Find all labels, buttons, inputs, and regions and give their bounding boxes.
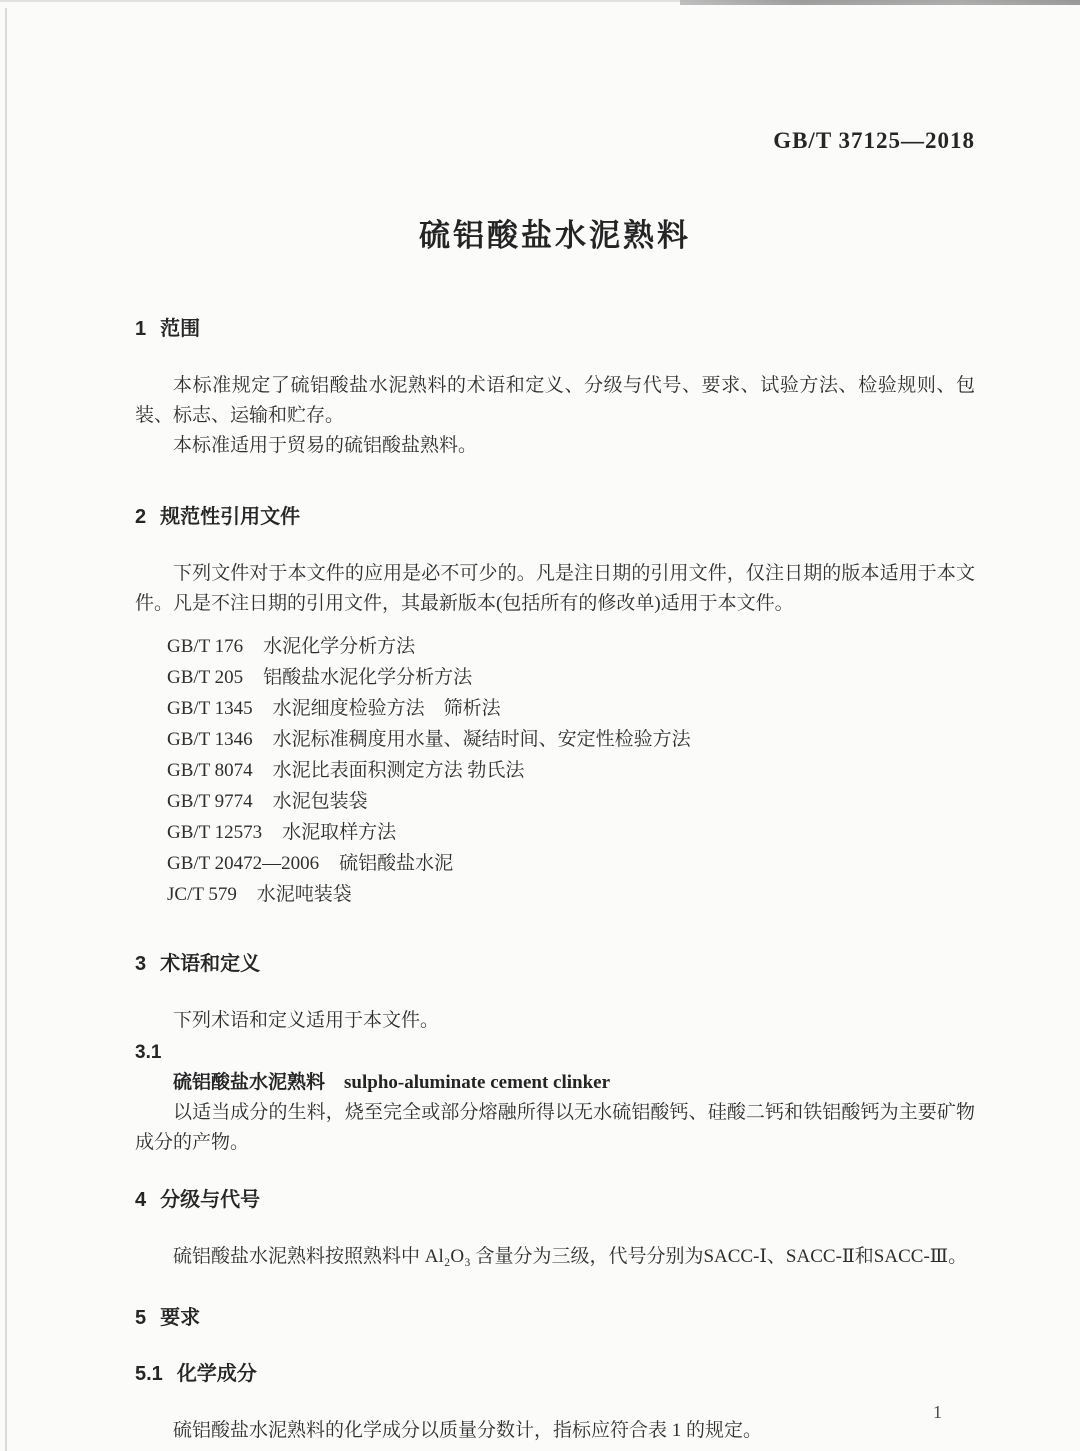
reference-item [167, 879, 975, 910]
section-5-1-paragraph-1: 硫铝酸盐水泥熟料的化学成分以质量分数计，指标应符合表 1 的规定。 [173, 1420, 763, 1441]
section-4-paragraph-1: 硫铝酸盐水泥熟料按照熟料中 Al₂O₃ 含量分为三级，代号分别为SACC-Ⅰ、SACC-Ⅱ和SACC-Ⅲ。 [173, 1246, 968, 1267]
term-english: sulpho-aluminate cement clinker [344, 1072, 611, 1093]
reference-code: JC/T 579 [167, 884, 237, 905]
section-5-1-title: 化学成分 [176, 1363, 257, 1385]
section-1-heading [135, 317, 975, 341]
section-1-paragraph-2: 本标准适用于贸易的硫铝酸盐熟料。 [173, 435, 478, 456]
page-number: 1 [933, 1402, 942, 1422]
reference-title: 水泥取样方法 [282, 822, 397, 843]
term-definition-heading [135, 1068, 975, 1098]
standard-code: GB/T 37125—2018 [773, 128, 975, 153]
reference-item [167, 724, 975, 755]
document-title: 硫铝酸盐水泥熟料 [419, 218, 691, 253]
section-4-title: 分级与代号 [160, 1189, 261, 1211]
section-3-title: 术语和定义 [160, 953, 261, 975]
section-2-number: 2 [135, 506, 147, 528]
clause-3-1-number: 3.1 [135, 1042, 162, 1063]
reference-code: GB/T 9774 [167, 791, 253, 812]
section-5-title: 要求 [160, 1307, 201, 1329]
reference-item [167, 817, 975, 848]
section-1-paragraph-1: 本标准规定了硫铝酸盐水泥熟料的术语和定义、分级与代号、要求、试验方法、检验规则、包装、标志、运输和贮存。 [135, 375, 975, 426]
reference-title: 水泥吨装袋 [256, 884, 352, 905]
section-5-number: 5 [135, 1307, 147, 1329]
section-3-paragraph-1: 下列术语和定义适用于本文件。 [173, 1010, 440, 1031]
reference-code: GB/T 8074 [167, 760, 253, 781]
reference-title: 水泥标准稠度用水量、凝结时间、安定性检验方法 [272, 729, 691, 750]
reference-item [167, 786, 975, 817]
reference-item [167, 662, 975, 693]
reference-code: GB/T 12573 [167, 822, 263, 843]
reference-code: GB/T 1345 [167, 698, 253, 719]
reference-title: 铝酸盐水泥化学分析方法 [263, 667, 473, 688]
reference-item [167, 755, 975, 786]
term-definition-body: 以适当成分的生料，烧至完全或部分熔融所得以无水硫铝酸钙、硅酸二钙和铁铝酸钙为主要矿物成分的产物。 [135, 1102, 975, 1153]
reference-title: 水泥化学分析方法 [263, 636, 416, 657]
reference-item [167, 848, 975, 879]
section-2-heading [135, 505, 975, 529]
section-5-1-heading [135, 1362, 975, 1386]
reference-code: GB/T 1346 [167, 729, 253, 750]
reference-title: 硫铝酸盐水泥 [339, 853, 454, 874]
reference-title: 水泥包装袋 [272, 791, 368, 812]
section-4-heading [135, 1188, 975, 1212]
reference-list [135, 631, 975, 910]
section-3-heading [135, 952, 975, 976]
scan-artifact-top [680, 0, 1080, 5]
reference-code: GB/T 20472—2006 [167, 853, 320, 874]
section-2-paragraph-1: 下列文件对于本文件的应用是必不可少的。凡是注日期的引用文件，仅注日期的版本适用于本文件。凡是不注日期的引用文件，其最新版本(包括所有的修改单)适用于本文件。 [135, 563, 975, 614]
scan-artifact-left [5, 8, 7, 1451]
reference-title: 水泥比表面积测定方法 勃氏法 [272, 760, 525, 781]
reference-item [167, 693, 975, 724]
section-1-title: 范围 [160, 318, 201, 340]
term-chinese: 硫铝酸盐水泥熟料 [173, 1072, 326, 1093]
section-1-number: 1 [135, 318, 147, 340]
reference-item [167, 631, 975, 662]
section-2-title: 规范性引用文件 [160, 506, 301, 528]
reference-title: 水泥细度检验方法 筛析法 [272, 698, 501, 719]
section-3-number: 3 [135, 953, 147, 975]
section-5-heading [135, 1306, 975, 1330]
section-4-number: 4 [135, 1189, 147, 1211]
section-5-1-number: 5.1 [135, 1363, 163, 1385]
reference-code: GB/T 176 [167, 636, 244, 657]
reference-code: GB/T 205 [167, 667, 244, 688]
